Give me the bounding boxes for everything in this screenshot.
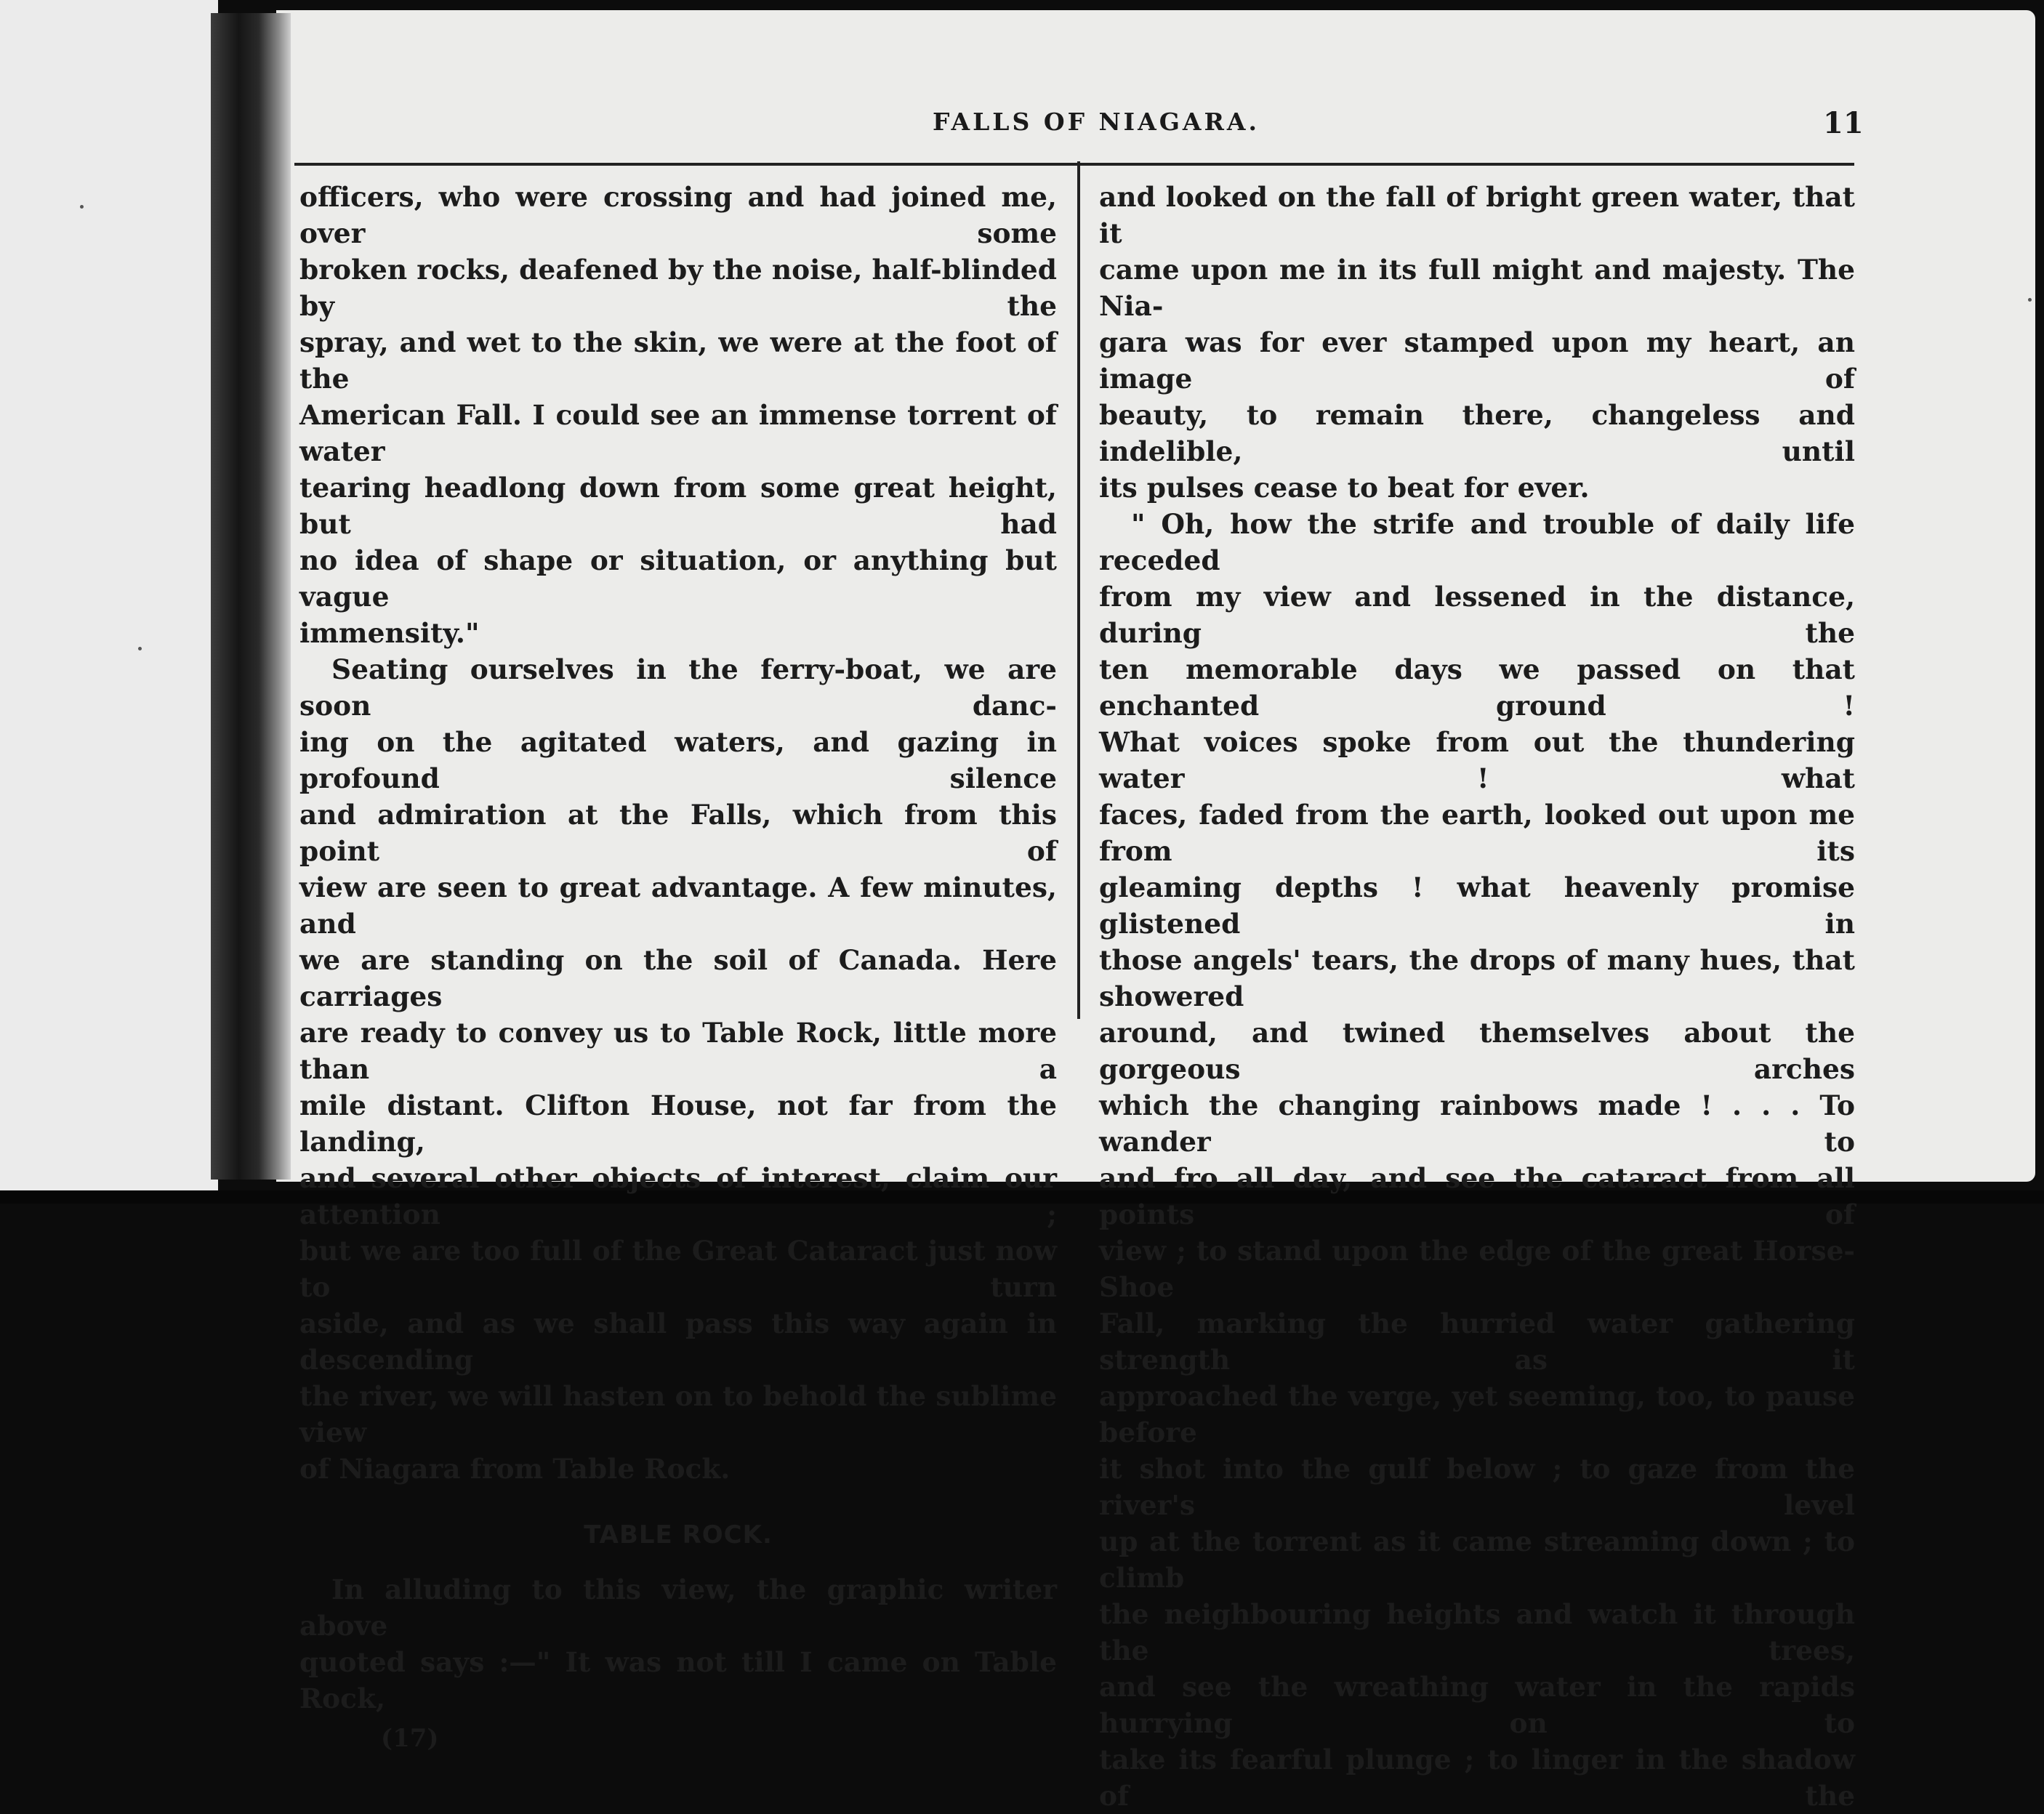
right-paragraph-2 xyxy=(1099,506,1855,1814)
text-line: In alluding to this view, the graphic writer above xyxy=(299,1573,1057,1642)
text-line: ten memorable days we passed on that enchanted ground ! xyxy=(1099,653,1855,722)
text-line: the river, we will hasten on to behold the sublime view xyxy=(299,1380,1057,1448)
left-paragraph-3 xyxy=(299,1571,1057,1717)
right-column xyxy=(1099,179,1855,1814)
paper-speck xyxy=(2028,298,2032,302)
text-line: approached the verge, yet seeming, too, to pause before xyxy=(1099,1380,1855,1448)
text-line: aside, and as we shall pass this way again in descending xyxy=(299,1307,1057,1376)
text-line: of Niagara from Table Rock. xyxy=(299,1453,731,1485)
text-line: we are standing on the soil of Canada. Here carriages xyxy=(299,944,1057,1012)
text-line: tearing headlong down from some great height, but had xyxy=(299,472,1057,540)
text-line: Seating ourselves in the ferry-boat, we are soon danc- xyxy=(299,653,1057,722)
text-line: broken rocks, deafened by the noise, half-blinded by the xyxy=(299,254,1057,322)
text-line: quoted says :—" It was not till I came on Table Rock, xyxy=(299,1646,1057,1714)
text-line: around, and twined themselves about the gorgeous arches xyxy=(1099,1017,1855,1085)
running-head-title: FALLS OF NIAGARA. xyxy=(933,108,1260,136)
paper-speck xyxy=(138,647,142,650)
text-line: What voices spoke from out the thundering water ! what xyxy=(1099,726,1855,794)
text-line: it shot into the gulf below ; to gaze from the river's level xyxy=(1099,1453,1855,1521)
text-line: which the changing rainbows made ! . . . To wander to xyxy=(1099,1089,1855,1158)
text-line: take its fearful plunge ; to linger in the shadow of the xyxy=(1099,1744,1855,1812)
text-line: officers, who were crossing and had joined me, over some xyxy=(299,181,1057,249)
text-line: up at the torrent as it came streaming down ; to climb xyxy=(1099,1525,1855,1594)
text-line: from my view and lessened in the distance, during the xyxy=(1099,581,1855,649)
text-line: ing on the agitated waters, and gazing in profound silence xyxy=(299,726,1057,794)
paper-speck xyxy=(80,205,84,209)
text-line: spray, and wet to the skin, we were at the foot of the xyxy=(299,326,1057,395)
text-line: and fro all day, and see the cataract from all points of xyxy=(1099,1162,1855,1230)
text-line: no idea of shape or situation, or anything but vague xyxy=(299,544,1057,613)
book-gutter-shadow xyxy=(211,13,291,1180)
right-paragraph-1 xyxy=(1099,179,1855,506)
left-paragraph-2 xyxy=(299,651,1057,1487)
signature-mark: (17) xyxy=(381,1724,439,1753)
left-paragraph-1 xyxy=(299,179,1057,651)
text-line: gleaming depths ! what heavenly promise glistened in xyxy=(1099,871,1855,940)
page-number: 11 xyxy=(1823,106,1864,140)
column-divider xyxy=(1077,161,1080,1019)
text-line: beauty, to remain there, changeless and indelible, until xyxy=(1099,399,1855,467)
header-rule xyxy=(294,163,1854,166)
text-line: view are seen to great advantage. A few minutes, and xyxy=(299,871,1057,940)
text-line: mile distant. Clifton House, not far from the landing, xyxy=(299,1089,1057,1158)
facing-page-margin xyxy=(0,0,218,1192)
text-line: and see the wreathing water in the rapids hurrying on to xyxy=(1099,1671,1855,1739)
text-line: are ready to convey us to Table Rock, little more than a xyxy=(299,1017,1057,1085)
text-line: view ; to stand upon the edge of the great Horse-Shoe xyxy=(1099,1235,1855,1303)
text-line: came upon me in its full might and majesty. The Nia- xyxy=(1099,254,1855,322)
text-line: and admiration at the Falls, which from this point of xyxy=(299,799,1057,867)
section-heading: TABLE ROCK. xyxy=(584,1520,773,1549)
text-line: those angels' tears, the drops of many hues, that showered xyxy=(1099,944,1855,1012)
left-column xyxy=(299,179,1057,1760)
text-line: but we are too full of the Great Cataract just now to turn xyxy=(299,1235,1057,1303)
text-line: " Oh, how the strife and trouble of daily life receded xyxy=(1099,508,1855,576)
text-line: gara was for ever stamped upon my heart, an image of xyxy=(1099,326,1855,395)
text-line: immensity." xyxy=(299,617,480,649)
text-line: its pulses cease to beat for ever. xyxy=(1099,472,1590,504)
text-line: and looked on the fall of bright green water, that it xyxy=(1099,181,1855,249)
text-line: American Fall. I could see an immense torrent of water xyxy=(299,399,1057,467)
text-line: Fall, marking the hurried water gathering strength as it xyxy=(1099,1307,1855,1376)
text-line: and several other objects of interest, claim our attention ; xyxy=(299,1162,1057,1230)
text-line: the neighbouring heights and watch it through the trees, xyxy=(1099,1598,1855,1666)
text-line: faces, faded from the earth, looked out upon me from its xyxy=(1099,799,1855,867)
